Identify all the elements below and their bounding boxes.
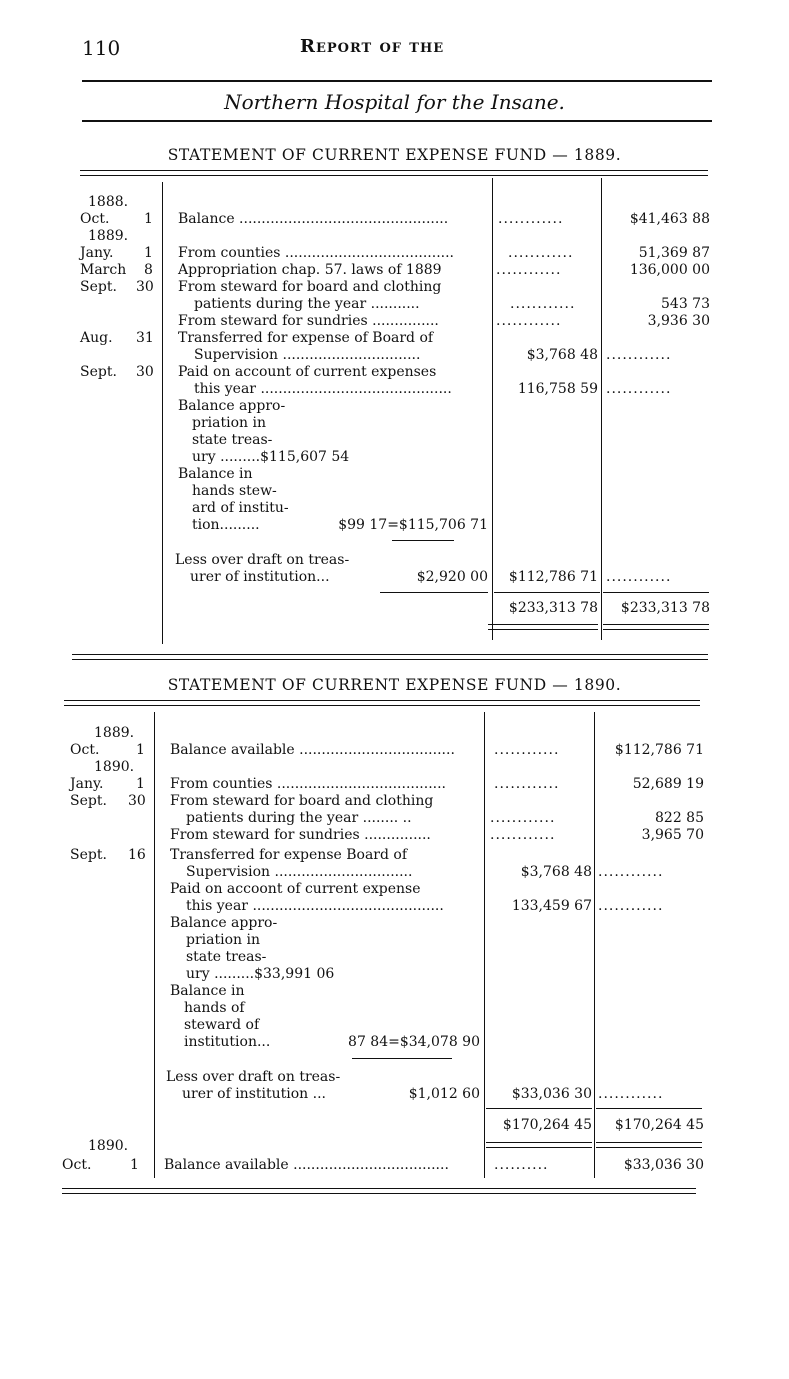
sub-label: priation in — [186, 932, 260, 948]
statement-1890-title: STATEMENT OF CURRENT EXPENSE FUND — 1890. — [167, 676, 622, 694]
date-year: 1890. — [88, 1138, 129, 1154]
date-day: 8 — [144, 262, 153, 278]
amount-col2: 133,459 67 — [511, 898, 592, 914]
sub-label: Less over draft on treas- — [166, 1069, 341, 1085]
sub-label: tion......... — [192, 517, 260, 533]
date-month: Aug. — [80, 330, 113, 346]
entry-label-cont: this year ........................................... — [186, 898, 444, 914]
entry-label: From steward for sundries ............... — [178, 313, 439, 329]
total-col2: $233,313 78 — [508, 600, 598, 616]
header-rule — [82, 80, 712, 82]
date-day: 30 — [128, 793, 146, 809]
date-day: 30 — [136, 279, 154, 295]
date-day: 1 — [144, 211, 153, 227]
sub-label: urer of institution ... — [182, 1086, 326, 1102]
date-month: Sept. — [80, 364, 117, 380]
amount-col2: $112,786 71 — [508, 569, 598, 585]
entry-label: Balance available ................................... — [164, 1157, 449, 1173]
date-month: Sept. — [70, 847, 107, 863]
dot-leader: ............ — [508, 245, 574, 261]
dot-leader: ............ — [606, 347, 672, 363]
date-day: 1 — [136, 776, 145, 792]
date-day: 30 — [136, 364, 154, 380]
sub-label: state treas- — [186, 949, 267, 965]
dot-leader: ............ — [496, 262, 562, 278]
entry-label-cont: Supervision ............................... — [186, 864, 413, 880]
date-month: Jany. — [70, 776, 104, 792]
entry-label: Paid on accoont of current expense — [170, 881, 421, 897]
amount-col2: $33,036 30 — [511, 1086, 592, 1102]
date-year: 1889. — [94, 725, 135, 741]
sub-label: hands of — [184, 1000, 245, 1016]
sub-label: state treas- — [192, 432, 273, 448]
dot-leader: .......... — [494, 1157, 549, 1173]
date-month: Oct. — [80, 211, 110, 227]
dot-leader: ............ — [490, 827, 556, 843]
amount-col3: 3,965 70 — [641, 827, 704, 843]
entry-label: Appropriation chap. 57. laws of 1889 — [178, 262, 442, 278]
amount-col3: 51,369 87 — [638, 245, 710, 261]
date-month: March — [80, 262, 127, 278]
statement-1889-top-rule — [80, 170, 708, 176]
total-col2: $170,264 45 — [502, 1117, 592, 1133]
entry-label: From counties ...................................... — [178, 245, 454, 261]
sub-label: ard of institu- — [192, 500, 289, 516]
dot-leader: ............ — [496, 313, 562, 329]
dot-leader: ............ — [494, 776, 560, 792]
date-year: 1890. — [94, 759, 135, 775]
document-subtitle: Northern Hospital for the Insane. — [224, 90, 565, 114]
amount-col3: 136,000 00 — [629, 262, 710, 278]
sub-label: Balance in — [178, 466, 253, 482]
entry-label-cont: this year ........................................... — [194, 381, 452, 397]
sub-label: institution... — [184, 1034, 271, 1050]
sub-label-amount: ury .........$115,607 54 — [192, 449, 350, 465]
sub-label: priation in — [192, 415, 266, 431]
dot-leader: ............ — [598, 1086, 664, 1102]
entry-label-cont: patients during the year ........... — [194, 296, 420, 312]
dot-leader: ............ — [498, 211, 564, 227]
final-balance: $33,036 30 — [623, 1157, 704, 1173]
entry-label-cont: Supervision ............................... — [194, 347, 421, 363]
dot-leader: ............ — [490, 810, 556, 826]
sub-label: Balance appro- — [170, 915, 278, 931]
statement-1889-bottom-rule — [72, 654, 708, 660]
statement-1890-top-rule — [64, 700, 700, 706]
sub-label: Less over draft on treas- — [175, 552, 350, 568]
entry-label: From counties ...................................... — [170, 776, 446, 792]
entry-label: Transferred for expense Board of — [170, 847, 408, 863]
entry-label: From steward for board and clothing — [178, 279, 442, 295]
sub-label: hands stew- — [192, 483, 277, 499]
date-month: Sept. — [80, 279, 117, 295]
amount-col3: $41,463 88 — [629, 211, 710, 227]
date-day: 1 — [144, 245, 153, 261]
amount-col2: 116,758 59 — [517, 381, 598, 397]
date-month: Sept. — [70, 793, 107, 809]
entry-label: From steward for board and clothing — [170, 793, 434, 809]
dot-leader: ............ — [606, 569, 672, 585]
dot-leader: ............ — [598, 898, 664, 914]
amount-col3: $112,786 71 — [614, 742, 704, 758]
total-col3: $170,264 45 — [614, 1117, 704, 1133]
dot-leader: ............ — [494, 742, 560, 758]
sub-label: urer of institution... — [190, 569, 330, 585]
entry-label: Balance ............................................... — [178, 211, 449, 227]
sub-label: steward of — [184, 1017, 260, 1033]
amount-col3: 52,689 19 — [632, 776, 704, 792]
total-col3: $233,313 78 — [620, 600, 710, 616]
date-month: Oct. — [70, 742, 100, 758]
date-month: Oct. — [62, 1157, 92, 1173]
page-number: 110 — [82, 36, 121, 60]
dot-leader: ............ — [510, 296, 576, 312]
entry-label: From steward for sundries ............... — [170, 827, 431, 843]
date-year: 1889. — [88, 228, 129, 244]
entry-label: Paid on account of current expenses — [178, 364, 437, 380]
amount-col3: 543 73 — [661, 296, 710, 312]
amount-col2: $3,768 48 — [526, 347, 598, 363]
dot-leader: ............ — [606, 381, 672, 397]
sub-amount: $2,920 00 — [416, 569, 488, 585]
sub-amount: $99 17=$115,706 71 — [338, 517, 488, 533]
sub-label-amount: ury .........$33,991 06 — [186, 966, 335, 982]
dot-leader: ............ — [598, 864, 664, 880]
sub-label: Balance appro- — [178, 398, 286, 414]
statement-1889-title: STATEMENT OF CURRENT EXPENSE FUND — 1889. — [167, 146, 622, 164]
entry-label: Transferred for expense of Board of — [178, 330, 434, 346]
entry-label: Balance available ................................... — [170, 742, 455, 758]
date-year: 1888. — [88, 194, 129, 210]
amount-col2: $3,768 48 — [520, 864, 592, 880]
sub-amount: 87 84=$34,078 90 — [348, 1034, 480, 1050]
date-day: 1 — [130, 1157, 139, 1173]
subtitle-rule — [82, 120, 712, 122]
running-title: Report of the — [300, 36, 445, 57]
date-day: 31 — [136, 330, 154, 346]
statement-1890-bottom-rule — [62, 1188, 696, 1194]
date-day: 16 — [128, 847, 146, 863]
entry-label-cont: patients during the year ........ .. — [186, 810, 412, 826]
date-month: Jany. — [80, 245, 114, 261]
sub-label: Balance in — [170, 983, 245, 999]
amount-col3: 3,936 30 — [647, 313, 710, 329]
date-day: 1 — [136, 742, 145, 758]
sub-amount: $1,012 60 — [408, 1086, 480, 1102]
amount-col3: 822 85 — [655, 810, 704, 826]
